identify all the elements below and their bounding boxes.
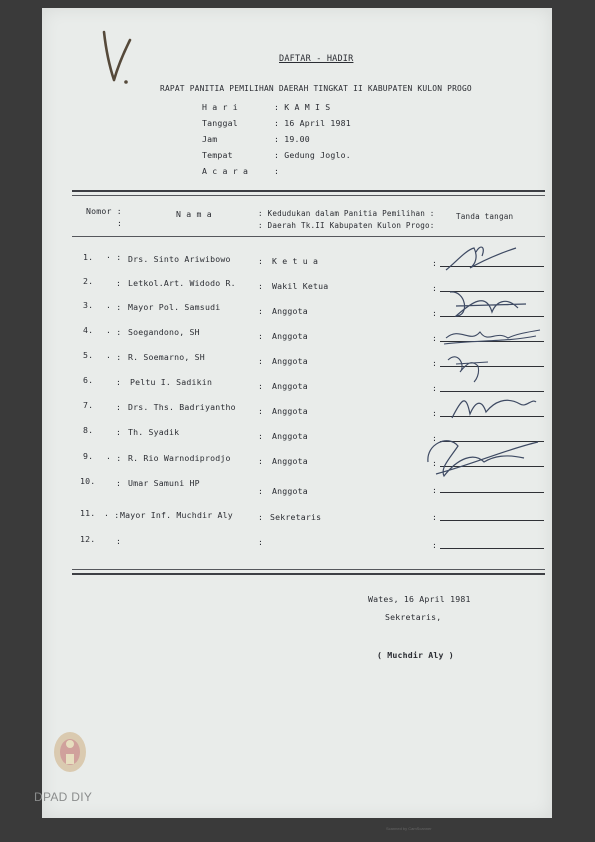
row-number: 9.: [83, 451, 94, 461]
row-colon: :: [432, 485, 438, 495]
row-colon: · :: [106, 352, 122, 362]
row-colon: · :: [106, 453, 122, 463]
signature-line: [440, 520, 544, 521]
row-colon: :: [116, 536, 122, 546]
signature-line: [440, 492, 544, 493]
row-colon: :: [258, 306, 264, 316]
row-colon: :: [258, 356, 264, 366]
table-bottom-rule: [72, 569, 545, 570]
row-colon: · :: [104, 510, 120, 520]
row-number: 5.: [83, 350, 94, 360]
row-role: Anggota: [272, 456, 308, 466]
row-colon: :: [432, 512, 438, 522]
row-colon: :: [258, 456, 264, 466]
column-tanda-tangan: Tanda tangan: [456, 212, 514, 221]
row-number: 11.: [80, 508, 96, 518]
row-colon: :: [258, 256, 264, 266]
column-nomor: Nomor :: [86, 206, 122, 216]
watermark-text: DPAD DIY: [34, 790, 93, 804]
document-title: DAFTAR - HADIR: [279, 54, 354, 64]
row-colon: :: [432, 283, 438, 293]
row-colon: · :: [106, 327, 122, 337]
row-colon: :: [258, 537, 264, 547]
dpad-emblem-icon: [50, 726, 90, 778]
row-name: Peltu I. Sadikin: [130, 377, 213, 387]
signature-line: [440, 548, 544, 549]
closing-place-date: Wates, 16 April 1981: [368, 594, 471, 604]
row-role: Anggota: [272, 331, 308, 341]
document-subtitle: RAPAT PANITIA PEMILIHAN DAERAH TINGKAT II KABUPATEN KULON PROGO: [160, 84, 472, 93]
info-label-tempat: Tempat: [202, 150, 233, 160]
row-name: R. Soemarno, SH: [128, 352, 205, 362]
row-name: Soegandono, SH: [128, 327, 200, 337]
info-value-acara: :: [274, 166, 280, 176]
row-number: 4.: [83, 325, 94, 335]
row-colon: :: [116, 478, 122, 488]
row-colon: · :: [106, 302, 122, 312]
row-colon: :: [258, 281, 264, 291]
table-top-rule-2: [72, 195, 545, 196]
info-value-hari: : K A M I S: [274, 102, 331, 112]
row-number: 12.: [80, 534, 96, 544]
row-number: 1.: [83, 252, 94, 262]
signature-1: [436, 242, 546, 276]
row-colon: :: [432, 458, 438, 468]
column-nomor-colon: :: [117, 218, 123, 228]
closing-signer: ( Muchdir Aly ): [377, 650, 454, 660]
row-colon: :: [116, 427, 122, 437]
row-colon: :: [432, 358, 438, 368]
row-colon: :: [432, 333, 438, 343]
row-colon: :: [116, 377, 122, 387]
row-colon: :: [258, 512, 264, 522]
info-label-hari: H a r i: [202, 102, 238, 112]
table-top-rule: [72, 190, 545, 192]
info-label-tanggal: Tanggal: [202, 118, 238, 128]
row-number: 10.: [80, 476, 96, 486]
row-name: Mayor Pol. Samsudi: [128, 302, 221, 312]
info-label-acara: A c a r a: [202, 166, 249, 176]
info-value-tempat: : Gedung Joglo.: [274, 150, 351, 160]
signature-5: [436, 344, 546, 384]
row-colon: :: [116, 402, 122, 412]
row-name: Drs. Sinto Ariwibowo: [128, 254, 231, 264]
row-name: Drs. Ths. Badriyantho: [128, 402, 236, 412]
row-role: Anggota: [272, 306, 308, 316]
row-name: R. Rio Warnodiprodjo: [128, 453, 231, 463]
row-role: Wakil Ketua: [272, 281, 329, 291]
signature-9: [414, 428, 544, 484]
table-bottom-rule-2: [72, 573, 545, 575]
row-name: Umar Samuni HP: [128, 478, 200, 488]
row-number: 7.: [83, 400, 94, 410]
row-colon: :: [432, 433, 438, 443]
column-kedudukan-line2: : Daerah Tk.II Kabupaten Kulon Progo:: [258, 221, 435, 230]
row-colon: :: [258, 331, 264, 341]
table-header-rule: [72, 236, 545, 237]
info-value-tanggal: : 16 April 1981: [274, 118, 351, 128]
closing-position: Sekretaris,: [385, 612, 442, 622]
row-colon: :: [258, 381, 264, 391]
signature-3: [436, 282, 546, 322]
row-number: 2.: [83, 276, 94, 286]
row-number: 3.: [83, 300, 94, 310]
row-role: K e t u a: [272, 256, 319, 266]
footer-caption: Scanned by CamScanner: [386, 826, 432, 831]
row-colon: :: [258, 486, 264, 496]
row-name: Mayor Inf. Muchdir Aly: [120, 510, 233, 520]
row-role: Anggota: [272, 431, 308, 441]
row-role: Anggota: [272, 356, 308, 366]
row-name: Letkol.Art. Widodo R.: [128, 278, 236, 288]
row-colon: :: [258, 431, 264, 441]
row-colon: :: [432, 408, 438, 418]
row-colon: · :: [106, 252, 122, 262]
column-kedudukan-line1: : Kedudukan dalam Panitia Pemilihan :: [258, 209, 435, 218]
row-colon: :: [116, 278, 122, 288]
column-nama: N a m a: [176, 209, 212, 219]
info-label-jam: Jam: [202, 134, 218, 144]
info-value-jam: : 19.00: [274, 134, 310, 144]
row-colon: :: [432, 308, 438, 318]
row-colon: :: [258, 406, 264, 416]
row-colon: :: [432, 383, 438, 393]
row-colon: :: [432, 258, 438, 268]
row-role: Sekretaris: [270, 512, 322, 522]
row-role: Anggota: [272, 486, 308, 496]
row-colon: :: [432, 540, 438, 550]
row-name: Th. Syadik: [128, 427, 180, 437]
signature-7: [436, 390, 546, 424]
row-number: 8.: [83, 425, 94, 435]
row-role: Anggota: [272, 381, 308, 391]
handwritten-mark: [96, 30, 136, 85]
row-number: 6.: [83, 375, 94, 385]
row-role: Anggota: [272, 406, 308, 416]
